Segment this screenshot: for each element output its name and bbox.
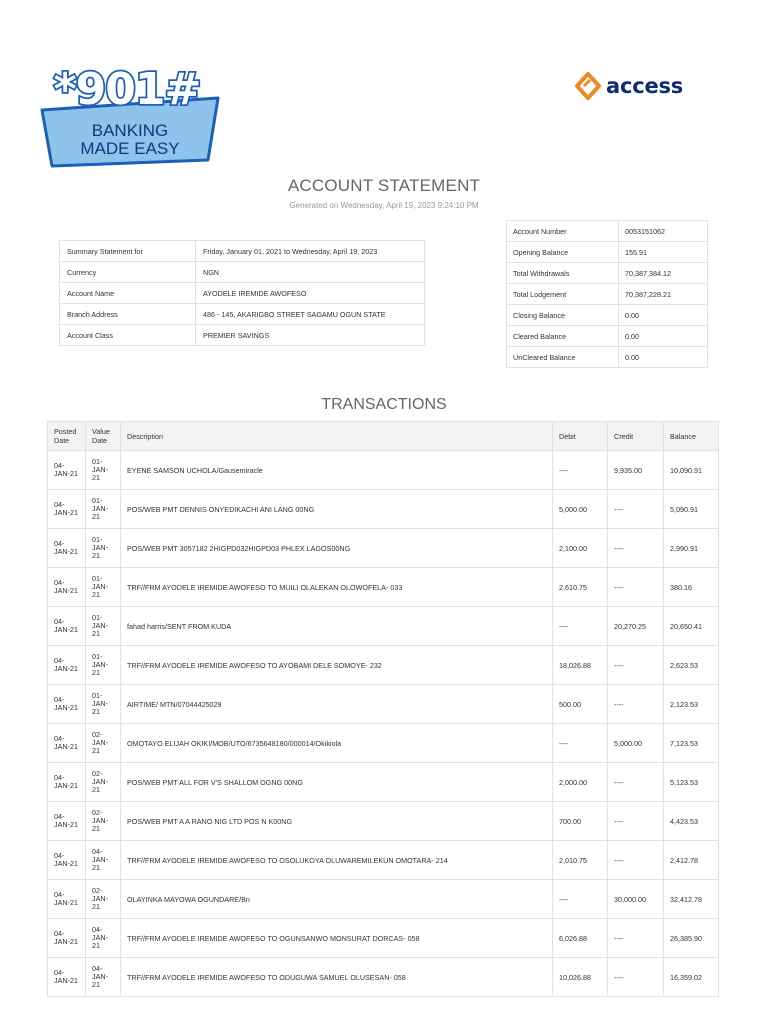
value-date-part: 04- [92,964,103,973]
posted-date-part: 04- [54,929,65,938]
value-date-cell [86,958,121,997]
generated-timestamp: Generated on Wednesday, April 19, 2023 9:24:10 PM [289,201,479,210]
debit-cell: ---- [553,724,608,763]
col-debit: Debit [553,422,608,451]
table-row [48,607,719,646]
value-date-part: 01- [92,496,103,505]
description-cell: POS/WEB PMT DENNIS ONYEDIKACHI ANI LANG 00NG [121,490,553,529]
col-description: Description [121,422,553,451]
access-bank-logo [575,68,683,104]
value-date-part: 21 [92,785,100,794]
description-cell: EYENE SAMSON UCHOLA/Gausemiracle [121,451,553,490]
description-cell: TRF//FRM AYODELE IREMIDE AWOFESO TO OGUNSANWO MONSURAT DORCAS- 058 [121,919,553,958]
balance-row [507,284,708,305]
credit-cell: ---- [608,763,664,802]
brand-name: access [606,74,684,98]
summary-row [60,241,425,262]
description-cell: POS/WEB PMT 3057182 2HIGPD032HIGPD03 PHLEX LAGOS00NG [121,529,553,568]
posted-date-cell [48,958,86,997]
description-cell: TRF//FRM AYODELE IREMIDE AWOFESO TO AYOBAMI DELE SOMOYE- 232 [121,646,553,685]
value-date-part: 21 [92,980,100,989]
posted-date-part: JAN-21 [54,742,78,751]
table-row [48,880,719,919]
balance-row [507,305,708,326]
value-date-part: JAN- [92,855,108,864]
summary-value: NGN [196,262,425,283]
901-banking-logo [30,62,225,170]
value-date-cell [86,607,121,646]
promo-line2: MADE EASY [80,139,180,158]
table-row [48,646,719,685]
table-row [48,568,719,607]
balance-label: Closing Balance [507,305,619,326]
value-date-part: 21 [92,590,100,599]
value-date-part: 01- [92,652,103,661]
summary-label: Summary Statement for [60,241,196,262]
balance-cell: 10,090.91 [664,451,719,490]
posted-date-part: JAN-21 [54,898,78,907]
credit-cell: 5,000.00 [608,724,664,763]
summary-label: Account Class [60,325,196,346]
value-date-cell [86,568,121,607]
description-cell: AIRTIME/ MTN/07044425029 [121,685,553,724]
value-date-part: 01- [92,691,103,700]
balance-value: 70,387,228.21 [619,284,708,305]
posted-date-part: JAN-21 [54,937,78,946]
posted-date-cell [48,607,86,646]
balance-cell: 16,359.02 [664,958,719,997]
posted-date-part: JAN-21 [54,976,78,985]
value-date-part: 02- [92,808,103,817]
summary-value: PREMIER SAVINGS [196,325,425,346]
value-date-part: 21 [92,941,100,950]
posted-date-part: JAN-21 [54,508,78,517]
value-date-cell [86,646,121,685]
posted-date-part: 04- [54,734,65,743]
balance-label: Total Withdrawals [507,263,619,284]
posted-date-part: 04- [54,695,65,704]
col-posted-date: Posted Date [48,422,86,451]
balances-table [506,220,708,368]
transactions-title: TRANSACTIONS [321,396,447,413]
posted-date-cell [48,685,86,724]
value-date-part: 21 [92,473,100,482]
posted-date-part: 04- [54,461,65,470]
balance-cell: 5,090.91 [664,490,719,529]
value-date-part: JAN- [92,738,108,747]
credit-cell: ---- [608,685,664,724]
posted-date-part: 04- [54,656,65,665]
balance-label: Account Number [507,221,619,242]
description-cell: TRF//FRM AYODELE IREMIDE AWOFESO TO ODUGUWA SAMUEL OLUSESAN- 058 [121,958,553,997]
description-cell: TRF//FRM AYODELE IREMIDE AWOFESO TO MUILI OLALEKAN OLOWOFELA- 033 [121,568,553,607]
value-date-part: JAN- [92,816,108,825]
value-date-part: 21 [92,512,100,521]
value-date-cell [86,724,121,763]
balance-cell: 2,990.91 [664,529,719,568]
debit-cell: 2,100.00 [553,529,608,568]
debit-cell: 6,026.88 [553,919,608,958]
value-date-part: JAN- [92,504,108,513]
credit-cell: ---- [608,529,664,568]
value-date-part: JAN- [92,543,108,552]
posted-date-part: JAN-21 [54,625,78,634]
summary-label: Branch Address [60,304,196,325]
summary-value: 486 - 145, AKARIGBO STREET SAGAMU OGUN STATE [196,304,425,325]
summary-table [59,240,425,346]
value-date-part: 02- [92,886,103,895]
promo-line1: BANKING [91,121,169,140]
posted-date-part: 04- [54,812,65,821]
value-date-part: 21 [92,668,100,677]
balance-value: 0.00 [619,347,708,368]
posted-date-part: 04- [54,617,65,626]
table-row [48,724,719,763]
value-date-part: JAN- [92,933,108,942]
summary-value: AYODELE IREMIDE AWOFESO [196,283,425,304]
balance-cell: 2,412.78 [664,841,719,880]
credit-cell: ---- [608,802,664,841]
posted-date-part: JAN-21 [54,664,78,673]
value-date-part: 21 [92,707,100,716]
balance-row [507,221,708,242]
value-date-cell [86,763,121,802]
table-header-row [48,422,719,451]
credit-cell: ---- [608,490,664,529]
balance-cell: 2,123.53 [664,685,719,724]
value-date-part: 21 [92,863,100,872]
table-row [48,841,719,880]
balance-cell: 5,123.53 [664,763,719,802]
description-cell: POS/WEB PMT A A RANO NIG LTD POS N K00NG [121,802,553,841]
balance-value: 0053151062 [619,221,708,242]
table-row [48,685,719,724]
access-diamond-icon [575,72,601,100]
balance-cell: 26,385.90 [664,919,719,958]
value-date-part: 21 [92,551,100,560]
value-date-cell [86,529,121,568]
posted-date-part: 04- [54,890,65,899]
posted-date-part: JAN-21 [54,586,78,595]
col-value-date: Value Date [86,422,121,451]
debit-cell: 500.00 [553,685,608,724]
debit-cell: ---- [553,880,608,919]
debit-cell: 700.00 [553,802,608,841]
value-date-part: 01- [92,535,103,544]
posted-date-part: 04- [54,851,65,860]
value-date-cell [86,451,121,490]
credit-cell: ---- [608,841,664,880]
page-title: ACCOUNT STATEMENT [287,176,481,195]
balance-label: Opening Balance [507,242,619,263]
posted-date-cell [48,880,86,919]
balance-label: UnCleared Balance [507,347,619,368]
table-row [48,958,719,997]
balance-row [507,347,708,368]
posted-date-part: 04- [54,539,65,548]
transactions-table [47,421,719,997]
debit-cell: 18,026.88 [553,646,608,685]
credit-cell: ---- [608,568,664,607]
value-date-part: 02- [92,730,103,739]
value-date-part: 21 [92,629,100,638]
balance-cell: 32,412.78 [664,880,719,919]
value-date-cell [86,880,121,919]
balance-label: Total Lodgement [507,284,619,305]
value-date-part: JAN- [92,972,108,981]
posted-date-part: 04- [54,578,65,587]
description-cell: POS/WEB PMT ALL FOR V'S SHALLOM OGNG 00NG [121,763,553,802]
value-date-cell [86,685,121,724]
credit-cell: ---- [608,919,664,958]
posted-date-part: 04- [54,968,65,977]
summary-row [60,262,425,283]
debit-cell: 10,026.88 [553,958,608,997]
table-row [48,919,719,958]
posted-date-cell [48,646,86,685]
balance-value: 70,387,384.12 [619,263,708,284]
value-date-cell [86,490,121,529]
debit-cell: ---- [553,451,608,490]
value-date-part: 04- [92,925,103,934]
balance-cell: 7,123.53 [664,724,719,763]
description-cell: OLAYINKA MAYOWA OGUNDARE/Bn [121,880,553,919]
posted-date-part: JAN-21 [54,859,78,868]
value-date-cell [86,802,121,841]
credit-cell: ---- [608,958,664,997]
balance-cell: 4,423.53 [664,802,719,841]
col-balance: Balance [664,422,719,451]
description-cell: fahad harris/SENT FROM KUDA [121,607,553,646]
table-row [48,490,719,529]
value-date-part: 21 [92,902,100,911]
table-row [48,802,719,841]
posted-date-cell [48,451,86,490]
value-date-part: 01- [92,574,103,583]
credit-cell: 9,935.00 [608,451,664,490]
posted-date-part: JAN-21 [54,547,78,556]
value-date-part: JAN- [92,582,108,591]
posted-date-cell [48,841,86,880]
value-date-part: JAN- [92,621,108,630]
description-cell: OMOTAYO ELIJAH OKIKI/MOB/UTO/6735648180/000014/Okikiola [121,724,553,763]
summary-row [60,325,425,346]
credit-cell: ---- [608,646,664,685]
summary-value: Friday, January 01, 2021 to Wednesday, April 19, 2023 [196,241,425,262]
description-cell: TRF//FRM AYODELE IREMIDE AWOFESO TO OSOLUKOYA OLUWAREMILEKUN OMOTARA- 214 [121,841,553,880]
balance-value: 0.00 [619,305,708,326]
posted-date-cell [48,763,86,802]
credit-cell: 30,000.00 [608,880,664,919]
credit-cell: 20,270.25 [608,607,664,646]
posted-date-cell [48,568,86,607]
table-row [48,451,719,490]
debit-cell: 2,000.00 [553,763,608,802]
posted-date-part: JAN-21 [54,703,78,712]
posted-date-part: 04- [54,500,65,509]
value-date-part: 04- [92,847,103,856]
value-date-part: JAN- [92,465,108,474]
debit-cell: ---- [553,607,608,646]
value-date-cell [86,919,121,958]
summary-row [60,283,425,304]
posted-date-cell [48,490,86,529]
value-date-cell [86,841,121,880]
summary-label: Account Name [60,283,196,304]
balance-row [507,242,708,263]
promo-code: *901# [53,64,201,115]
table-row [48,763,719,802]
value-date-part: 01- [92,613,103,622]
value-date-part: JAN- [92,894,108,903]
table-row [48,529,719,568]
debit-cell: 2,610.75 [553,568,608,607]
value-date-part: 01- [92,457,103,466]
summary-label: Currency [60,262,196,283]
posted-date-cell [48,529,86,568]
value-date-part: 02- [92,769,103,778]
posted-date-part: JAN-21 [54,820,78,829]
debit-cell: 5,000.00 [553,490,608,529]
posted-date-part: JAN-21 [54,781,78,790]
posted-date-part: JAN-21 [54,469,78,478]
summary-row [60,304,425,325]
balance-cell: 380.16 [664,568,719,607]
balance-label: Cleared Balance [507,326,619,347]
value-date-part: JAN- [92,777,108,786]
value-date-part: JAN- [92,699,108,708]
value-date-part: JAN- [92,660,108,669]
posted-date-part: 04- [54,773,65,782]
posted-date-cell [48,919,86,958]
posted-date-cell [48,802,86,841]
value-date-part: 21 [92,746,100,755]
value-date-part: 21 [92,824,100,833]
posted-date-cell [48,724,86,763]
balance-value: 0.00 [619,326,708,347]
balance-row [507,263,708,284]
balance-cell: 2,623.53 [664,646,719,685]
balance-row [507,326,708,347]
debit-cell: 2,010.75 [553,841,608,880]
col-credit: Credit [608,422,664,451]
balance-cell: 20,650.41 [664,607,719,646]
balance-value: 155.91 [619,242,708,263]
